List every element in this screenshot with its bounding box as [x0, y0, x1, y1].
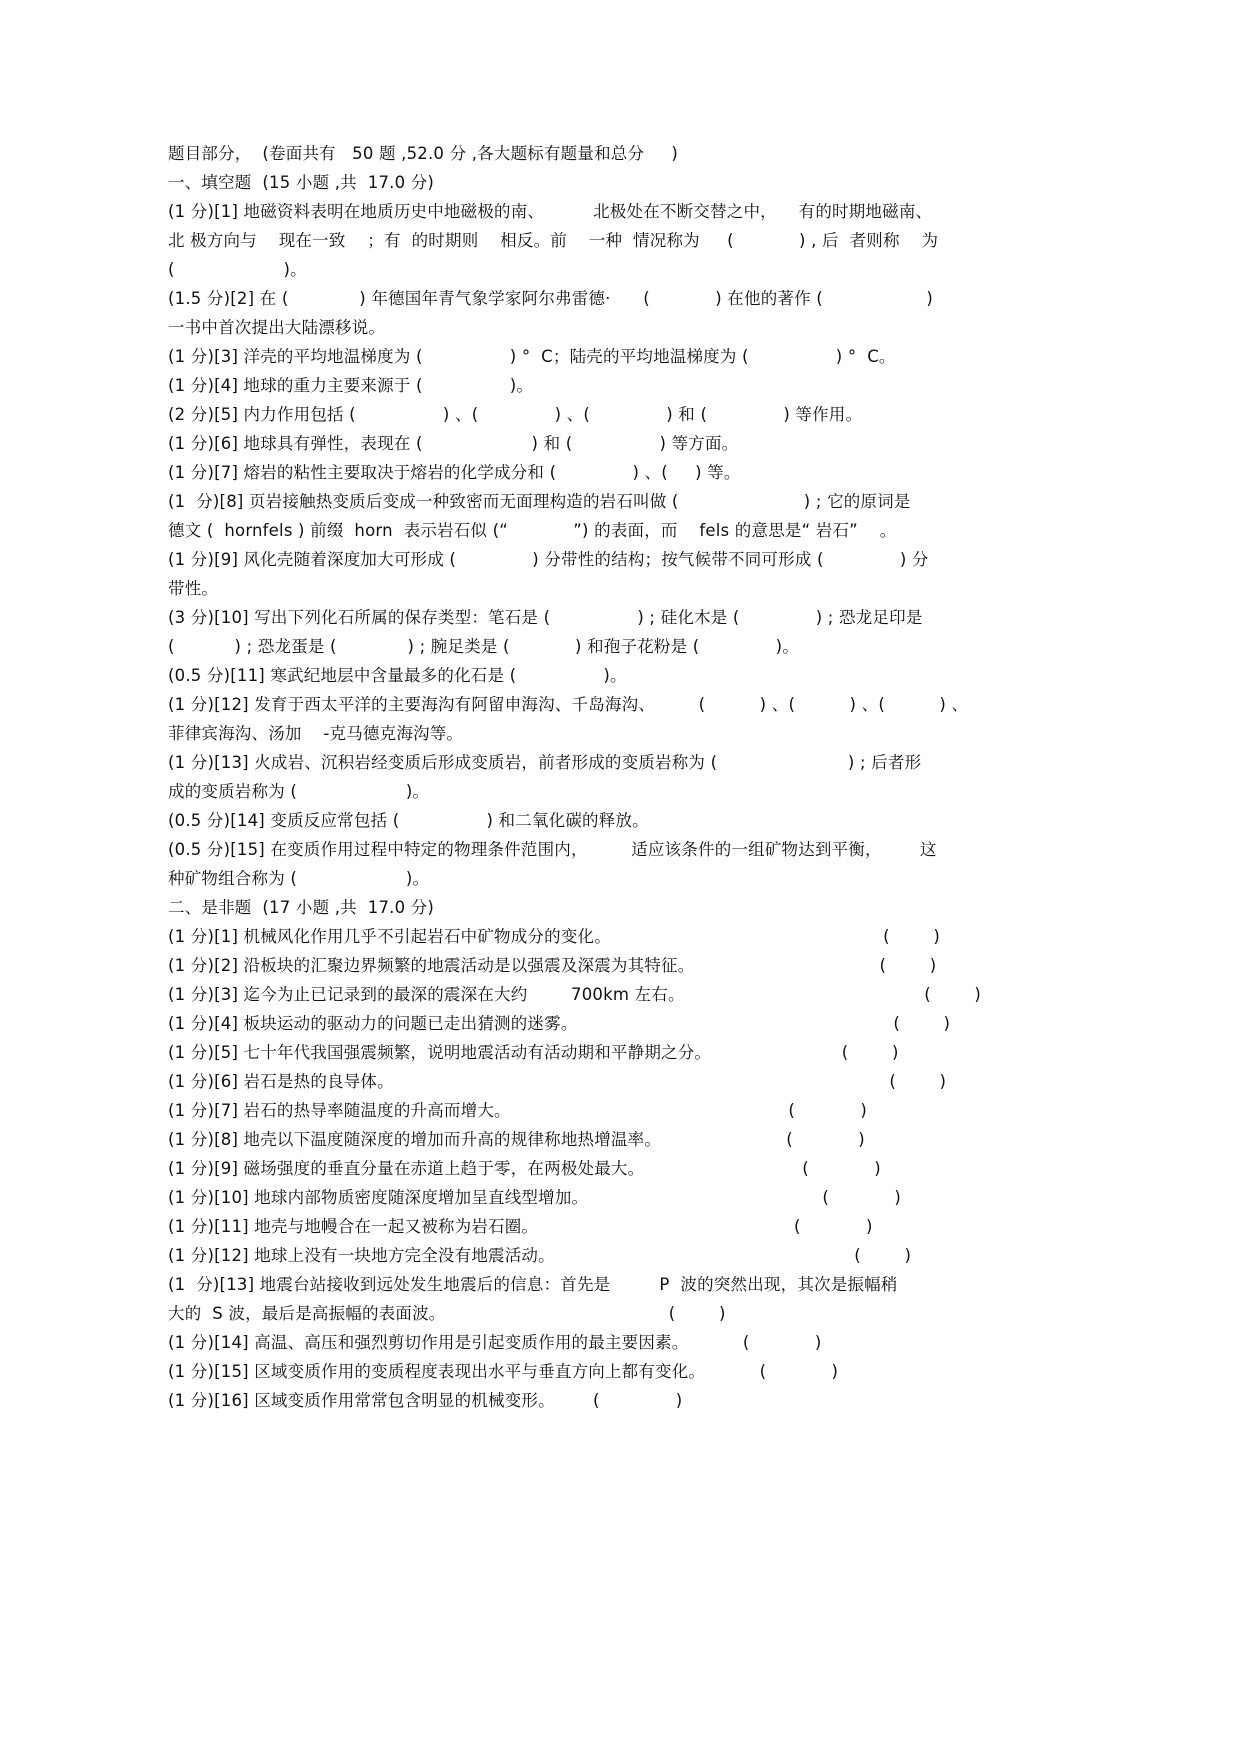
exam-page	[168, 139, 1068, 1415]
question-line: (1 分)[9] 风化壳随着深度加大可形成 ( ) 分带性的结构；按气候带不同可形成 ( ) 分	[168, 550, 929, 569]
question-line: (1.5 分)[2] 在 ( ) 年德国年青气象学家阿尔弗雷德· ( ) 在他的著作 ( )	[168, 289, 933, 308]
true-false-questions	[168, 922, 1068, 1415]
exam-header: 题目部分， (卷面共有 50 题 ,52.0 分 ,各大题标有题量和总分 )	[168, 144, 679, 163]
question-line: (1 分)[12] 地球上没有一块地方完全没有地震活动。 ( )	[168, 1246, 912, 1265]
question-line: ( ) ; 恐龙蛋是 ( ) ; 腕足类是 ( ) 和孢子花粉是 ( )。	[168, 637, 799, 656]
question-line: (2 分)[5] 内力作用包括 ( ) 、( ) 、( ) 和 ( ) 等作用。	[168, 405, 863, 424]
question-line: (1 分)[3] 洋壳的平均地温梯度为 ( ) ° C；陆壳的平均地温梯度为 ( ) ° C。	[168, 347, 896, 366]
question-line: ( )。	[168, 260, 307, 279]
question-line: (1 分)[4] 板块运动的驱动力的问题已走出猜测的迷雾。 ( )	[168, 1014, 951, 1033]
question-line: (1 分)[5] 七十年代我国强震频繁，说明地震活动有活动期和平静期之分。 ( )	[168, 1043, 899, 1062]
section-title-fill-in: 一、填空题 (15 小题 ,共 17.0 分)	[168, 173, 435, 192]
question-line: (0.5 分)[15] 在变质作用过程中特定的物理条件范围内， 适应该条件的一组矿物达到平衡， 这	[168, 840, 937, 859]
question-line: (1 分)[7] 熔岩的粘性主要取决于熔岩的化学成分和 ( ) 、( ) 等。	[168, 463, 741, 482]
question-line: (1 分)[1] 地磁资料表明在地质历史中地磁极的南、 北极处在不断交替之中， 有的时期地磁南、	[168, 202, 933, 221]
question-line: (1 分)[10] 地球内部物质密度随深度增加呈直线型增加。 ( )	[168, 1188, 901, 1207]
question-line: (1 分)[4] 地球的重力主要来源于 ( )。	[168, 376, 534, 395]
question-line: (3 分)[10] 写出下列化石所属的保存类型：笔石是 ( ) ; 硅化木是 ( ) ; 恐龙足印是	[168, 608, 923, 627]
question-line: (1 分)[7] 岩石的热导率随温度的升高而增大。 ( )	[168, 1101, 868, 1120]
question-line: (1 分)[16] 区域变质作用常常包含明显的机械变形。 ( )	[168, 1391, 683, 1410]
question-line: (1 分)[15] 区域变质作用的变质程度表现出水平与垂直方向上都有变化。 ( )	[168, 1362, 839, 1381]
question-line: (1 分)[14] 高温、高压和强烈剪切作用是引起变质作用的最主要因素。 ( )	[168, 1333, 822, 1352]
question-line: (1 分)[6] 地球具有弹性，表现在 ( ) 和 ( ) 等方面。	[168, 434, 739, 453]
question-line: 成的变质岩称为 ( )。	[168, 782, 430, 801]
question-line: 菲律宾海沟、汤加 -克马德克海沟等。	[168, 724, 464, 743]
question-line: (1 分)[12] 发育于西太平洋的主要海沟有阿留申海沟、千岛海沟、 ( ) 、( ) 、( ) 、	[168, 695, 969, 714]
question-line: (1 分)[6] 岩石是热的良导体。 ( )	[168, 1072, 947, 1091]
question-line: 德文 ( hornfels ) 前缀 horn 表示岩石似 (“ ”) 的表面，而 fels 的意思是“ 岩石” 。	[168, 521, 897, 540]
fill-in-questions	[168, 197, 1068, 893]
question-line: 带性。	[168, 579, 219, 598]
question-line: 一书中首次提出大陆漂移说。	[168, 318, 386, 337]
question-line: (1 分)[2] 沿板块的汇聚边界频繁的地震活动是以强震及深震为其特征。 ( )	[168, 956, 937, 975]
question-line: (1 分)[13] 火成岩、沉积岩经变质后形成变质岩，前者形成的变质岩称为 ( ) ; 后者形	[168, 753, 922, 772]
question-line: (1 分)[3] 迄今为止已记录到的最深的震深在大约 700km 左右。 ( )	[168, 985, 982, 1004]
question-line: (1 分)[13] 地震台站接收到远处发生地震后的信息：首先是 P 波的突然出现，其次是振幅稍	[168, 1275, 898, 1294]
question-line: (1 分)[8] 地壳以下温度随深度的增加而升高的规律称地热增温率。 ( )	[168, 1130, 865, 1149]
question-line: 大的 S 波，最后是高振幅的表面波。 ( )	[168, 1304, 726, 1323]
question-line: (0.5 分)[14] 变质反应常包括 ( ) 和二氧化碳的释放。	[168, 811, 649, 830]
section-title-true-false: 二、是非题 (17 小题 ,共 17.0 分)	[168, 898, 435, 917]
question-line: 种矿物组合称为 ( )。	[168, 869, 430, 888]
question-line: (1 分)[1] 机械风化作用几乎不引起岩石中矿物成分的变化。 ( )	[168, 927, 941, 946]
question-line: 北 极方向与 现在一致 ；有 的时期则 相反。前 一种 情况称为 ( ) , 后 者则称 为	[168, 231, 939, 250]
question-line: (0.5 分)[11] 寒武纪地层中含量最多的化石是 ( )。	[168, 666, 627, 685]
question-line: (1 分)[11] 地壳与地幔合在一起又被称为岩石圈。 ( )	[168, 1217, 873, 1236]
question-line: (1 分)[9] 磁场强度的垂直分量在赤道上趋于零，在两极处最大。 ( )	[168, 1159, 881, 1178]
question-line: (1 分)[8] 页岩接触热变质后变成一种致密而无面理构造的岩石叫做 ( ) ; 它的原词是	[168, 492, 911, 511]
